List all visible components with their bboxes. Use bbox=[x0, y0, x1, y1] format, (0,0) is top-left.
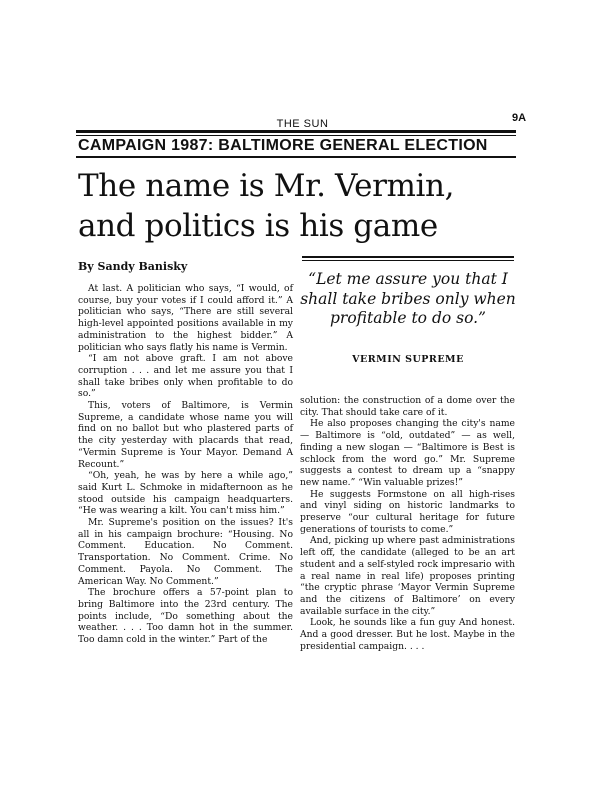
paragraph: And, picking up where past administrations left off, the candidate (alleged to be an art student and a self-styled rock impresario with a real name in real life) proposes printing “the cryptic phrase ‘Mayor Vermin Supreme and the citizens of Baltimore’ on every available surface in the city.” bbox=[300, 535, 515, 617]
paragraph: Mr. Supreme's position on the issues? It's all in his campaign brochure: “Housing. No Comment. Education. No Comment. Transportation. No Comment. Crime. No Comment. Payola. No Comment. The American Way. No Comment.” bbox=[78, 517, 293, 587]
top-rule bbox=[76, 130, 516, 133]
paragraph: He also proposes changing the city's name — Baltimore is “old, outdated” — as well, finding a new slogan — “Baltimore is Best is schlock from the word go.” Mr. Supreme suggests a contest to dream up a “snappy new name.” “Win valuable prizes!” bbox=[300, 418, 515, 488]
paragraph: The brochure offers a 57-point plan to bring Baltimore into the 23rd century. The points include, “Do something about the weather. . . . Too damn hot in the summer. Too damn cold in the winter.” Part of the bbox=[78, 587, 293, 646]
paragraph: He suggests Formstone on all high-rises and vinyl siding on historic landmarks to preserve “our cultural heritage for future generations of tourists to come.” bbox=[300, 488, 515, 535]
pullquote-rule-thin bbox=[302, 260, 514, 261]
headline-line-2: and politics is his game bbox=[78, 208, 438, 244]
section-header: CAMPAIGN 1987: BALTIMORE GENERAL ELECTION bbox=[78, 137, 488, 154]
paragraph: “I am not above graft. I am not above corruption . . . and let me assure you that I shall take bribes only when profitable to do so.” bbox=[78, 353, 293, 400]
section-rule bbox=[76, 156, 516, 158]
article-column-1 bbox=[78, 283, 293, 646]
paragraph: solution: the construction of a dome over the city. That should take care of it. bbox=[300, 395, 515, 418]
newspaper-masthead: THE SUN bbox=[276, 118, 329, 130]
pullquote-rule bbox=[302, 256, 514, 258]
article-column-2 bbox=[300, 395, 515, 652]
paragraph: Look, he sounds like a fun guy And honest. And a good dresser. But he lost. Maybe in the presidential campaign. . . . bbox=[300, 617, 515, 652]
paragraph: “Oh, yeah, he was by here a while ago,” said Kurt L. Schmoke in midafternoon as he stood outside his campaign headquarters. “He was wearing a kilt. You can't miss him.” bbox=[78, 470, 293, 517]
pull-quote: “Let me assure you that I shall take bribes only when profitable to do so.” bbox=[300, 270, 516, 327]
byline: By Sandy Banisky bbox=[78, 260, 188, 273]
page-number: 9A bbox=[512, 112, 527, 124]
headline bbox=[78, 166, 528, 246]
paragraph: At last. A politician who says, “I would, of course, buy your votes if I could afford it.” A politician who says, “There are still several high-level appointed positions available in my administration to the highest bidder.” A politician who says flatly his name is Vermin. bbox=[78, 283, 293, 353]
headline-line-1: The name is Mr. Vermin, bbox=[78, 168, 455, 204]
paragraph: This, voters of Baltimore, is Vermin Supreme, a candidate whose name you will find on no ballot but who plastered parts of the city yesterday with placards that read, “Vermin Supreme is Your Mayor. Demand A Recount.” bbox=[78, 400, 293, 470]
top-rule-thin bbox=[76, 135, 516, 136]
pull-quote-attribution: VERMIN SUPREME bbox=[352, 354, 464, 365]
